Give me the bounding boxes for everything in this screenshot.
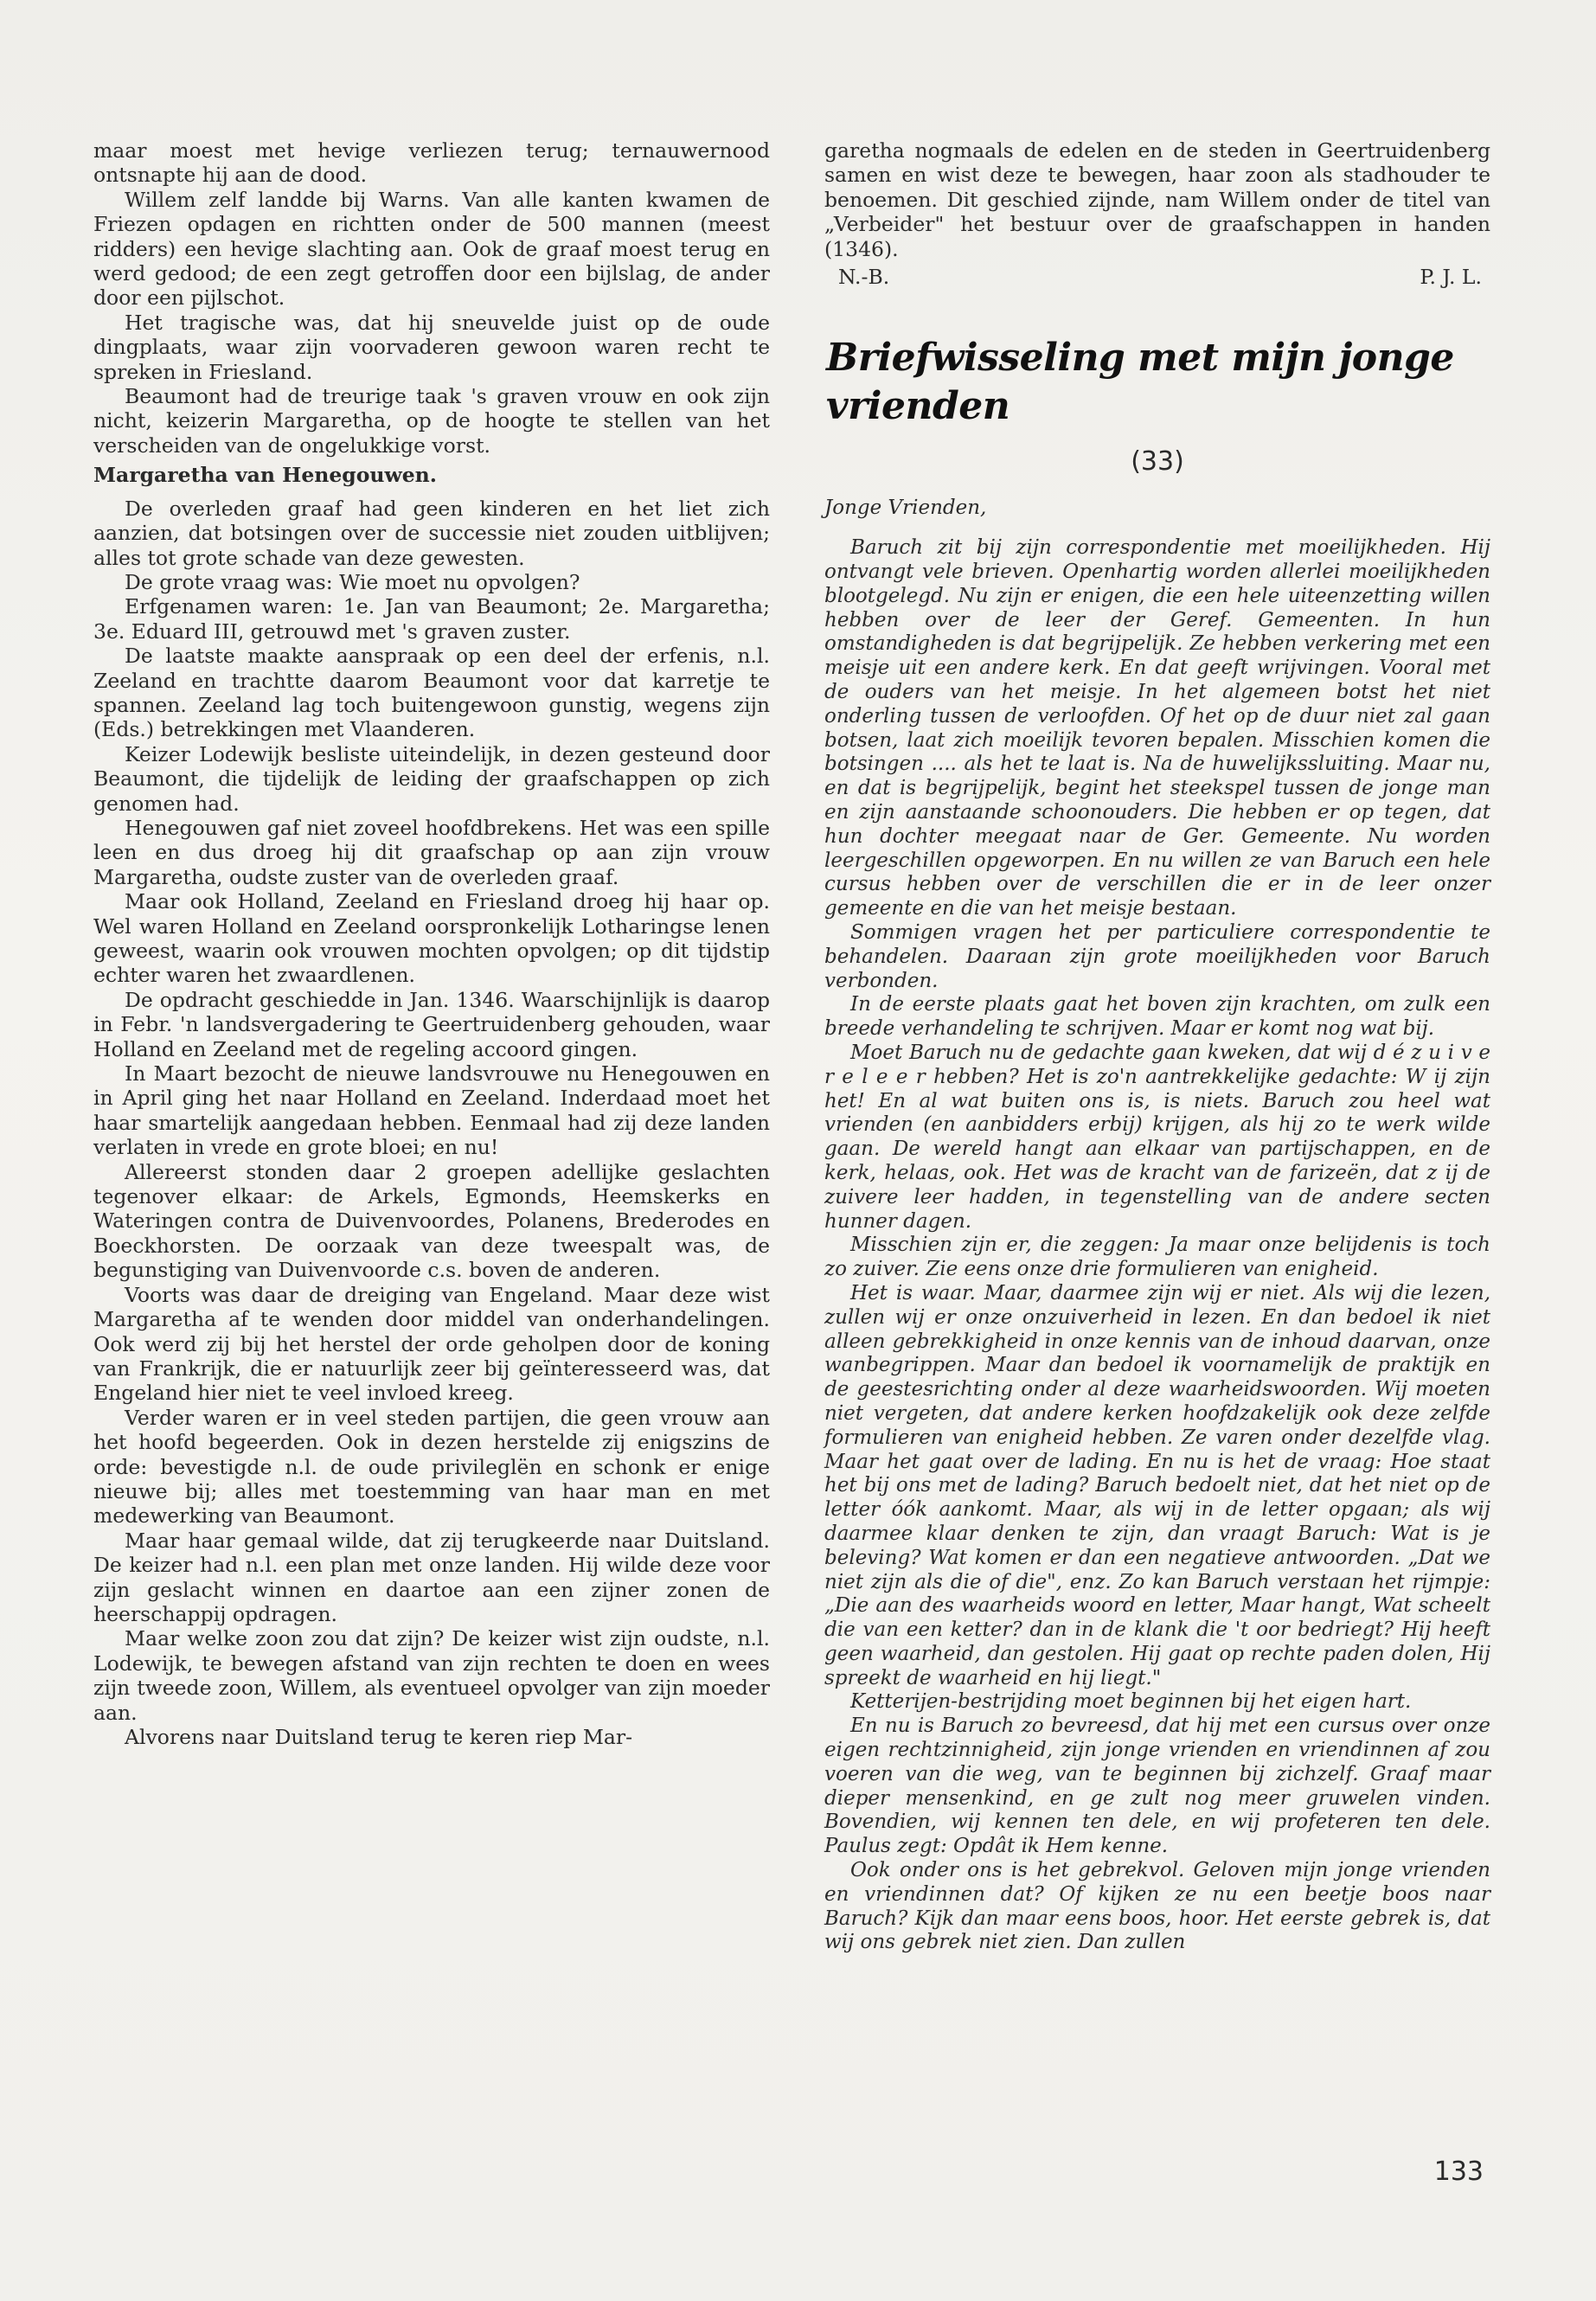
paragraph: De grote vraag was: Wie moet nu opvolgen? (125, 569, 580, 594)
signature-place: N.-B. (838, 265, 890, 290)
paragraph: De opdracht geschiedde in Jan. 1346. Waarschijnlijk is daarop in Febr. 'n landsvergadering te Geertruidenberg gehouden, waar Holland en Zeeland met de regeling accoord gingen. (93, 987, 770, 1061)
article-title: Briefwisseling met mijn jonge vrienden (826, 336, 1454, 429)
paragraph: Maar welke zoon zou dat zijn? De keizer wist zijn oudste, n.l. Lodewijk, te bewegen afstand van zijn rechten te doen en wees zijn tweede zoon, Willem, als eventueel opvolger van zijn moeder aan. (93, 1626, 770, 1725)
paragraph: Maar haar gemaal wilde, dat zij terugkeerde naar Duitsland. De keizer had n.l. een plan met onze landen. Hij wilde deze voor zijn geslacht winnen en daartoe aan een zijner zonen de heerschappij opdragen. (93, 1528, 770, 1626)
paragraph: En nu is Baruch zo bevreesd, dat hij met een cursus over onze eigen rechtzinnigheid, zijn jonge vrienden en vriendinnen af zou voeren van die weg, van te beginnen bij zichzelf. Graaf maar dieper mensenkind, en ge zult nog meer gruwelen vinden. Bovendien, wij kennen ten dele, en wij profeteren ten dele. Paulus zegt: Opdât ik Hem kenne. (824, 1715, 1490, 1858)
paragraph: Keizer Lodewijk besliste uiteindelijk, in dezen gesteund door Beaumont, die tijdelijk de leiding der graafschappen op zich genomen had. (93, 741, 770, 816)
article-number: (33) (1131, 446, 1184, 478)
salutation: Jonge Vrienden, (824, 497, 987, 520)
paragraph: Erfgenamen waren: 1e. Jan van Beaumont; 2e. Margaretha; 3e. Eduard III, getrouwd met 's graven zuster. (93, 594, 770, 644)
paragraph: In Maart bezocht de nieuwe landsvrouwe nu Henegouwen en in April ging het naar Holland en Zeeland. Inderdaad moet het haar smartelijk aangedaan hebben. Eenmaal had zij deze landen verlaten in vrede en grote bloei; en nu! (93, 1061, 770, 1160)
paragraph: Misschien zijn er, die zeggen: Ja maar onze belijdenis is toch zo zuiver. Zie eens onze drie formulieren van enigheid. (824, 1234, 1490, 1281)
paragraph: garetha nogmaals de edelen en de steden in Geertruidenberg samen en wist deze te bewegen, haar zoon als stadhouder te benoemen. Dit geschied zijnde, nam Willem onder de titel van „Verbeider" het bestuur over de graafschappen in handen (1346). (824, 138, 1490, 261)
paragraph: Alvorens naar Duitsland terug te keren riep Mar- (125, 1725, 633, 1749)
paragraph: De overleden graaf had geen kinderen en het liet zich aanzien, dat botsingen over de successie niet zouden uitblijven; alles tot grote schade van deze gewesten. (93, 496, 770, 570)
letter-body (824, 497, 1490, 1955)
paragraph: Baruch zit bij zijn correspondentie met moeilijkheden. Hij ontvangt vele brieven. Openhartig worden allerlei moeilijkheden blootgelegd. Nu zijn er enigen, die een hele uiteenzetting willen hebben over de leer der Geref. Gemeenten. In hun omstandigheden is dat begrijpelijk. Ze hebben verkering met een meisje uit een andere kerk. En dat geeft wrijvingen. Vooral met de ouders van het meisje. In het algemeen botst het niet onderling tussen de verloofden. Of het op de duur niet zal gaan botsen, laat zich moeilijk tevoren bepalen. Misschien komen die botsingen .... als het te laat is. Na de huwelijkssluiting. Maar nu, en dat is begrijpelijk, begint het steekspel tussen de jonge man en zijn aanstaande schoonouders. Die hebben er op tegen, dat hun dochter meegaat naar de Ger. Gemeente. Nu worden leergeschillen opgeworpen. En nu willen ze van Baruch een hele cursus hebben over de verschillen die er in de leer onzer gemeente en die van het meisje bestaan. (824, 536, 1490, 920)
paragraph: Allereerst stonden daar 2 groepen adellijke geslachten tegenover elkaar: de Arkels, Egmonds, Heemskerks en Wateringen contra de Duivenvoordes, Polanens, Brederodes en Boeckhorsten. De oorzaak van deze tweespalt was, de begunstiging van Duivenvoorde c.s. boven de anderen. (93, 1159, 770, 1283)
paragraph: Verder waren er in veel steden partijen, die geen vrouw aan het hoofd begeerden. Ook in dezen herstelde zij enigszins de orde: bevestigde n.l. de oude privileglën en schonk er enige nieuwe bij; alles met toestemming van haar man en met medewerking van Beaumont. (93, 1405, 770, 1529)
paragraph: Ook onder ons is het gebrekvol. Geloven mijn jonge vrienden en vriendinnen dat? Of kijken ze nu een beetje boos naar Baruch? Kijk dan maar eens boos, hoor. Het eerste gebrek is, dat wij ons gebrek niet zien. Dan zullen (824, 1859, 1490, 1954)
paragraph: Sommigen vragen het per particuliere correspondentie te behandelen. Daaraan zijn grote moeilijkheden voor Baruch verbonden. (824, 920, 1490, 992)
section-heading: Margaretha van Henegouwen. (93, 463, 437, 488)
page-number: 133 (1433, 2157, 1484, 2187)
paragraph: De laatste maakte aanspraak op een deel der erfenis, n.l. Zeeland en trachtte daarom Beaumont voor dat karretje te spannen. Zeeland lag toch buitengewoon gunstig, wegens zijn (Eds.) betrekkingen met Vlaanderen. (93, 644, 770, 742)
paragraph: Henegouwen gaf niet zoveel hoofdbrekens. Het was een spille leen en dus droeg hij dit graafschap op aan zijn vrouw Margaretha, oudste zuster van de overleden graaf. (93, 815, 770, 889)
paragraph: In de eerste plaats gaat het boven zijn krachten, om zulk een breede verhandeling te schrijven. Maar er komt nog wat bij. (824, 993, 1490, 1041)
paragraph: Moet Baruch nu de gedachte gaan kweken, dat wij d é z u i v e r e l e e r hebben? Het is zo'n aantrekkelijke gedachte: W ij zijn het! En al wat buiten ons is, is niets. Baruch zou heel wat vrienden (en aanbidders erbij) krijgen, als hij zo te werk wilde gaan. De wereld hangt aan elkaar van partijschappen, en de kerk, helaas, ook. Het was de kracht van de farizeën, dat z ij de zuivere leer hadden, in tegenstelling van de andere secten hunner dagen. (824, 1041, 1490, 1233)
right-column (824, 138, 1490, 1955)
paragraph: Beaumont had de treurige taak 's graven vrouw en ook zijn nicht, keizerin Margaretha, op de hoogte te stellen van het verscheiden van de ongelukkige vorst. (93, 384, 770, 458)
paragraph: Het is waar. Maar, daarmee zijn wij er niet. Als wij die lezen, zullen wij er onze onzuiverheid in lezen. En dan bedoel ik niet alleen gebrekkigheid in onze kennis van de inhoud daarvan, onze wanbegrippen. Maar dan bedoel ik voornamelijk de praktijk en de geestesrichting onder al deze waarheidswoorden. Wij moeten niet vergeten, dat andere kerken hoofdzakelijk ook deze zelfde formulieren van enigheid hebben. Ze varen onder dezelfde vlag. Maar het gaat over de lading. En nu is het de vraag: Hoe staat het bij ons met de lading? Baruch bedoelt niet, dat het niet op de letter óók aankomt. Maar, als wij in de letter opgaan; als wij daarmee klaar denken te zijn, dan vraagt Baruch: Wat is je beleving? Wat komen er dan een negatieve antwoorden. „Dat we niet zijn als die of die", enz. Zo kan Baruch verstaan het rijmpje: „Die aan des waarheids woord en letter, Maar hangt, Wat scheelt die van een ketter? dan in de klank die 't oor bedriegt? Hij heeft geen waarheid, dan gestolen. Hij gaat op rechte paden dolen, Hij spreekt de waarheid en hij liegt." (824, 1281, 1490, 1689)
signature-row (824, 265, 1490, 289)
left-column (93, 138, 770, 1749)
paragraph: Maar ook Holland, Zeeland en Friesland droeg hij haar op. Wel waren Holland en Zeeland oorspronkelijk Lotharingse lenen geweest, waarin ook vrouwen mochten opvolgen; op dit tijdstip echter waren het zwaardlenen. (93, 889, 770, 988)
paragraph: Ketterijen-bestrijding moet beginnen bij het eigen hart. (850, 1690, 1412, 1714)
signature-initials: P. J. L. (1420, 265, 1482, 290)
paragraph: Het tragische was, dat hij sneuvelde juist op de oude dingplaats, waar zijn voorvaderen gewoon waren recht te spreken in Friesland. (93, 310, 770, 384)
paragraph: maar moest met hevige verliezen terug; ternauwernood ontsnapte hij aan de dood. (93, 138, 770, 188)
paragraph: Willem zelf landde bij Warns. Van alle kanten kwamen de Friezen opdagen en richtten onder de 500 mannen (meest ridders) een hevige slachting aan. Ook de graaf moest terug en werd gedood; de een zegt getroffen door een bijlslag, de ander door een pijlschot. (93, 187, 770, 311)
paragraph: Voorts was daar de dreiging van Engeland. Maar deze wist Margaretha af te wenden door middel van onderhandelingen. Ook werd zij bij het herstel der orde geholpen door de koning van Frankrijk, die er natuurlijk zeer bij geïnteresseerd was, dat Engeland hier niet te veel invloed kreeg. (93, 1282, 770, 1406)
